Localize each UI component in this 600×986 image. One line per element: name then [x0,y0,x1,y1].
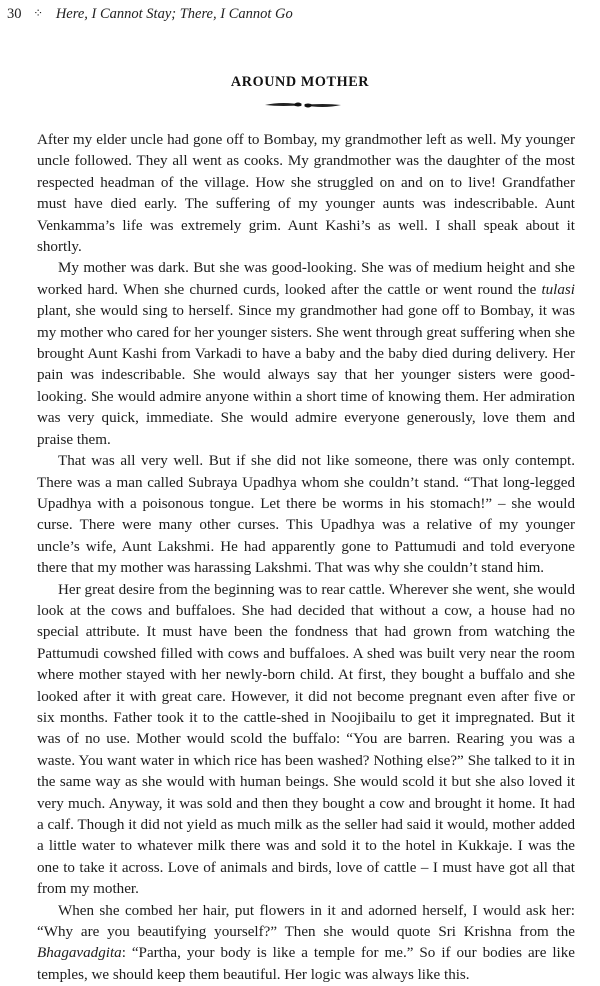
text-run: After my elder uncle had gone off to Bombay, my grandmother left as well. My younger uncle followed. They all went as cooks. My grandmother was the daughter of the most respected headman of the village. How she struggled on and on to live! Grandfather must have died early. The suffering of my younger aunts was indescribable. Aunt Venkamma’s life was extremely grim. Aunt Kashi’s as well. I shall speak about it shortly. [37,132,575,256]
page-number: 30 [7,6,22,22]
text-run: When she combed her hair, put flowers in it and adorned herself, I would ask her: “Why are you beautifying yourself?” Then she would quote Sri Krishna from the [37,902,575,941]
paragraph [37,451,575,579]
text-run: Her great desire from the beginning was to rear cattle. Wherever she went, she would look at the cows and buffaloes. She had decided that without a cow, a house had no special attribute. It must have been the fondness that had grown from watching the Pattumudi cowshed filled with cows and buffaloes. A shed was built very near the room where mother stayed with her newly-born child. At first, they bought a buffalo and she looked after it with great care. However, it did not become pregnant even after five or six months. Father took it to the cattle-shed in Noojibailu to get it impregnated. But it was of no use. Mother would scold the buffalo: “You are barren. Rearing you was a waste. You want water in which rice has been washed? Nothing else?” She talked to it in the same way as she would with human beings. She would scold it but she also loved it very much. Anyway, it was sold and then they bought a cow and brought it home. It had a calf. Though it did not yield as much milk as the seller had said it would, mother added a little water to whatever milk there was and sold it to the hotel in Kukkaje. I was the one to take it across. Love of animals and birds, love of cattle – I must have got all that from my mother. [37,581,575,898]
paragraph [37,901,575,986]
text-run: plant, she would sing to herself. Since my grandmother had gone off to Bombay, it was my mother who cared for her younger sisters. She went through great suffering when she brought Aunt Kashi from Varkadi to have a baby and the baby died during delivery. Her pain was indescribable. She would always say that her younger sisters were good-looking. She would admire anyone within a short time of knowing them. Her admiration was very quick, immediate. She would admire everyone generously, love them and praise them. [37,303,575,448]
running-head [7,6,293,23]
text-run: That was all very well. But if she did not like someone, there was only contempt. There was a man called Subraya Upadhya whom she couldn’t stand. “That long-legged Upadhya with a poisonous tongue. Let there be worms in his stomach!” – she would curse. There were many other curses. This Upadhya was a relative of my younger uncle’s wife, Aunt Lakshmi. He had apparently gone to Pattumudi and told everyone there that my mother was harassing Lakshmi. That was why she couldn’t stand him. [37,453,575,577]
running-head-title: Here, I Cannot Stay; There, I Cannot Go [55,6,293,22]
text-run: : “Partha, your body is like a temple for me.” So if our bodies are like temples, we should keep them beautiful. Her logic was always like this. [37,945,575,983]
body-text [37,130,575,986]
paragraph [37,130,575,258]
chapter-title: AROUND MOTHER [230,74,370,90]
paragraph [37,580,575,901]
decorative-rule-icon [263,99,343,111]
italic-term: Bhagavadgita [37,945,122,962]
text-run: My mother was dark. But she was good-looking. She was of medium height and she worked hard. When she churned curds, looked after the cattle or went round the [37,260,575,298]
separator-ornament-icon: ⁘ [33,6,44,20]
italic-term: tulasi [541,281,575,298]
paragraph [37,258,575,451]
